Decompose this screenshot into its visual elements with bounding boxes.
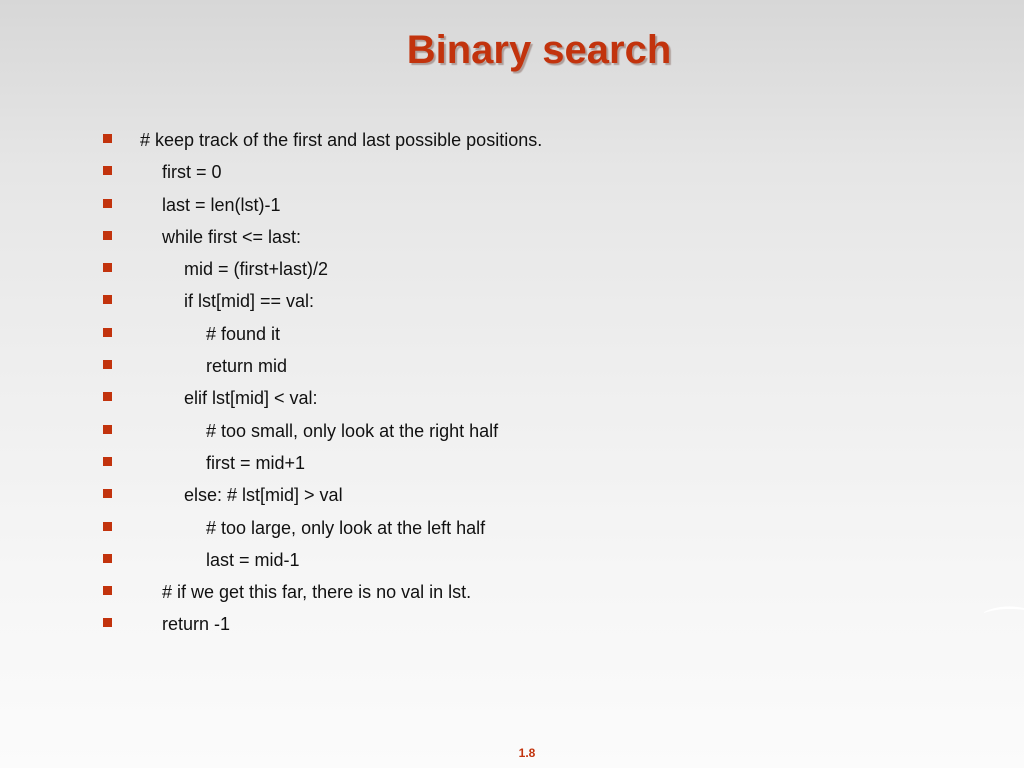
bullet-text: # if we get this far, there is no val in lst. — [162, 582, 472, 603]
bullet-text: elif lst[mid] < val: — [184, 388, 318, 409]
bullet-text: # too large, only look at the left half — [206, 517, 486, 538]
square-bullet-icon — [103, 263, 112, 272]
square-bullet-icon — [103, 392, 112, 401]
bullet-item — [0, 156, 700, 188]
bullet-text: # found it — [206, 323, 281, 344]
bullet-item — [0, 512, 700, 544]
bullet-text: first = mid+1 — [206, 452, 306, 473]
square-bullet-icon — [103, 134, 112, 143]
bullet-item — [0, 285, 700, 317]
bullet-item — [0, 479, 700, 511]
square-bullet-icon — [103, 295, 112, 304]
bullet-item — [0, 608, 700, 640]
bullet-text: while first <= last: — [162, 226, 302, 247]
bullet-text: else: # lst[mid] > val — [184, 485, 343, 506]
decorative-swoosh-icon — [984, 602, 1024, 618]
bullet-text: last = len(lst)-1 — [162, 194, 281, 215]
square-bullet-icon — [103, 457, 112, 466]
square-bullet-icon — [103, 586, 112, 595]
square-bullet-icon — [103, 231, 112, 240]
bullet-item — [0, 544, 700, 576]
square-bullet-icon — [103, 522, 112, 531]
square-bullet-icon — [103, 554, 112, 563]
square-bullet-icon — [103, 199, 112, 208]
bullet-text: first = 0 — [162, 162, 222, 183]
bullet-text: return -1 — [162, 614, 231, 635]
slide-title: Binary search — [406, 28, 672, 72]
bullet-text: return mid — [206, 356, 288, 377]
bullet-item — [0, 124, 700, 156]
bullet-text: mid = (first+last)/2 — [184, 259, 329, 280]
square-bullet-icon — [103, 489, 112, 498]
bullet-item — [0, 415, 700, 447]
bullet-item — [0, 576, 700, 608]
bullet-item — [0, 318, 700, 350]
bullet-text: if lst[mid] == val: — [184, 291, 315, 312]
square-bullet-icon — [103, 328, 112, 337]
bullet-item — [0, 382, 700, 414]
bullet-text: # too small, only look at the right half — [206, 420, 499, 441]
bullet-text: last = mid-1 — [206, 549, 300, 570]
square-bullet-icon — [103, 618, 112, 627]
square-bullet-icon — [103, 425, 112, 434]
bullet-item — [0, 253, 700, 285]
bullet-list — [0, 124, 700, 641]
square-bullet-icon — [103, 166, 112, 175]
square-bullet-icon — [103, 360, 112, 369]
bullet-text: # keep track of the first and last possible positions. — [140, 130, 543, 150]
bullet-item — [0, 447, 700, 479]
bullet-item — [0, 189, 700, 221]
bullet-item — [0, 221, 700, 253]
page-number: 1.8 — [518, 746, 536, 760]
bullet-item — [0, 350, 700, 382]
